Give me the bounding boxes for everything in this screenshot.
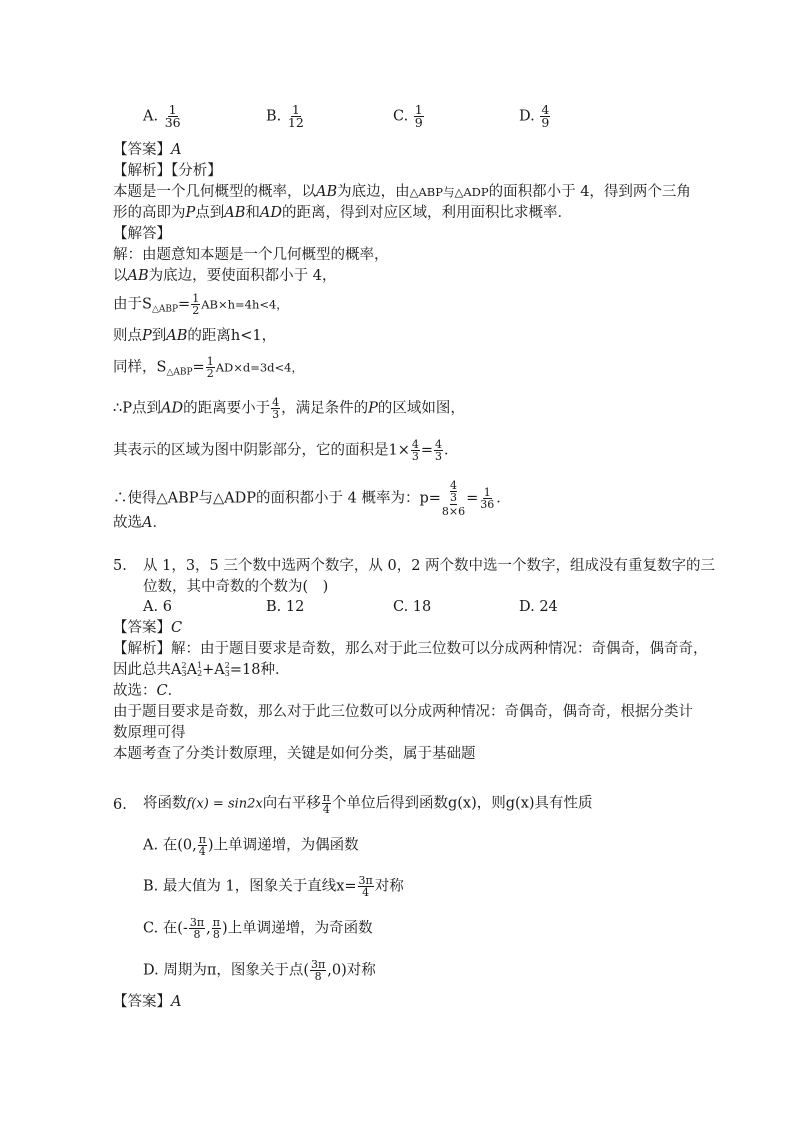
fraction: $\frac{3\pi}{8}$ [189, 916, 205, 941]
q4-option-a [143, 104, 183, 129]
option-letter: B. [266, 108, 282, 125]
q4-sol-line-2: 以AB为底边，要使面积都小于 4， [113, 268, 337, 284]
q5-analysis-line-1: 【解析】解：由于题目要求是奇数，那么对于此三位数可以分成两种情况：奇偶奇，偶奇奇， [113, 641, 708, 657]
fraction: $\frac{4}{3}$ [435, 438, 443, 463]
q4-sol-line-4: 则点P到AB的距离h<1， [113, 328, 277, 344]
q6-number: 6. [113, 797, 127, 813]
fraction: $\frac{\pi}{4}$ [198, 833, 206, 858]
fraction: $\frac{1}{2}$ [192, 292, 200, 317]
analysis-tag: 【解析】 [113, 641, 171, 657]
fraction: $\frac{4}{3}$ [272, 396, 280, 421]
q5-stem-line-2: 位数，其中奇数的个数为( ) [143, 579, 329, 595]
q4-sol-line-3: 由于$S_{\triangle ABP}=$ $\frac{1}{2}$ AB×h=4h<4， [113, 292, 288, 317]
q4-fenxi-line-1: 本题是一个几何概型的概率，以AB为底边，由△ABP与△ADP的面积都小于 4，得到两个三角 [113, 184, 691, 200]
fraction: $\frac{\pi}{4}$ [322, 791, 330, 816]
compound-fraction: 4 3 8×6 [441, 479, 466, 518]
fraction: $\frac{1}{2}$ [206, 355, 214, 380]
option-letter: D. [519, 108, 535, 125]
q6-option-d: D. 周期为π，图象关于点( $\frac{3\pi}{8}$ ,0)对称 [143, 958, 376, 983]
q5-stem-line-1: 从 1，3，5 三个数中选两个数字，从 0，2 两个数中选一个数字，组成没有重复数字的三 [143, 558, 716, 574]
q5-analysis-line-2: 因此总共A 2 3 A 1 2 +A 2 3 =18种． [113, 661, 290, 678]
q4-sol-line-5: 同样，$S_{\triangle ABP}=$ $\frac{1}{2}$ AD×d=3d<4， [113, 355, 303, 380]
fenxi-tag: 【分析】 [171, 163, 222, 179]
q5-option-b: B. 12 [266, 599, 305, 615]
q6-stem: 将函数f(x) = sin2x向右平移 $\frac{\pi}{4}$ 个单位后得到函数g(x)，则g(x)具有性质 [143, 791, 593, 816]
q5-analysis-line-6: 本题考查了分类计数原理，关键是如何分类，属于基础题 [113, 746, 476, 762]
q4-jieda-tag: 【解答】 [113, 226, 171, 242]
fraction: $\frac{3\pi}{8}$ [311, 958, 326, 983]
q4-option-d [519, 104, 551, 129]
answer-tag: 【答案】 [113, 620, 171, 636]
q5-option-d: D. 24 [519, 599, 558, 615]
fraction: $\frac{1}{12}$ [287, 102, 304, 130]
q4-sol-line-7: 其表示的区域为图中阴影部分，它的面积是1× $\frac{4}{3}$ = $\frac{4}{3}$ ． [113, 438, 459, 463]
q4-sol-line-9: 故选A． [113, 515, 167, 531]
q4-option-c [393, 104, 425, 129]
fraction: $\frac{1}{9}$ [414, 102, 423, 130]
q5-analysis-line-4: 由于题目要求是奇数，那么对于此三位数可以分成两种情况：奇偶奇，偶奇奇，根据分类计 [113, 704, 693, 720]
q4-answer [113, 141, 181, 159]
q6-option-c: C. 在(- $\frac{3\pi}{8}$ , $\frac{\pi}{8}$ )上单调递增，为奇函数 [143, 916, 373, 941]
answer-value: C [171, 620, 183, 636]
q5-number: 5. [113, 558, 127, 574]
q6-option-b: B. 最大值为 1，图象关于直线x= $\frac{3\pi}{4}$ 对称 [143, 874, 404, 899]
fraction: $\frac{4}{9}$ [541, 102, 550, 130]
answer-value: A [171, 994, 182, 1010]
answer-value: A [171, 142, 182, 158]
option-letter: C. [393, 108, 409, 125]
q5-option-c: C. 18 [393, 599, 432, 615]
q5-analysis-line-5: 数原理可得 [113, 725, 186, 741]
fraction: $\frac{\pi}{8}$ [212, 916, 220, 941]
option-letter: A. [143, 108, 159, 125]
fraction: $\frac{1}{36}$ [480, 486, 495, 511]
q4-sol-line-8: ∴使得△ABP与△ADP的面积都小于 4 概率为：p= 4 3 8×6 = $\frac{1}{36}$ ． [113, 479, 511, 518]
fraction: $\frac{1}{36}$ [164, 102, 181, 130]
q5-option-a: A. 6 [143, 599, 172, 615]
q4-sol-line-6: ∴P点到AD的距离要小于 $\frac{4}{3}$ ，满足条件的P的区域如图， [113, 396, 465, 421]
answer-tag: 【答案】 [113, 994, 171, 1010]
fraction: $\frac{4}{3}$ [411, 438, 419, 463]
q5-answer [113, 619, 182, 637]
q6-option-a: A. 在(0, $\frac{\pi}{4}$ )上单调递增，为偶函数 [143, 833, 359, 858]
q4-option-b [266, 104, 306, 129]
q5-analysis-line-3: 故选：C． [113, 683, 183, 699]
q4-analysis-header [113, 162, 222, 180]
q4-sol-line-1: 解：由题意知本题是一个几何概型的概率， [113, 247, 389, 263]
answer-tag: 【答案】 [113, 142, 171, 158]
q4-fenxi-line-2: 形的高即为P点到AB和AD的距离，得到对应区域，利用面积比求概率． [113, 205, 573, 221]
q6-answer [113, 993, 181, 1011]
analysis-tag: 【解析】 [113, 163, 171, 179]
fraction: $\frac{3\pi}{4}$ [358, 874, 373, 899]
